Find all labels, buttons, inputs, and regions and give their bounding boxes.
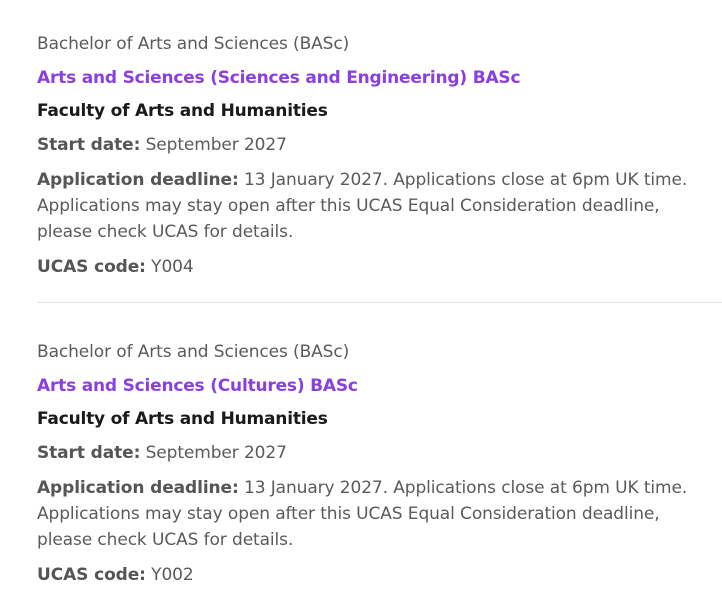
ucas-code (37, 562, 697, 588)
ucas-code (37, 254, 697, 280)
application-deadline-label: Application deadline: (37, 478, 239, 498)
application-deadline (37, 475, 697, 553)
result-divider (37, 302, 722, 303)
ucas-code-label: UCAS code: (37, 257, 146, 277)
ucas-code-value: Y004 (151, 257, 194, 277)
degree-type: Bachelor of Arts and Sciences (BASc) (37, 342, 350, 362)
start-date-label: Start date: (37, 443, 141, 463)
start-date (37, 132, 697, 158)
course-title-link[interactable]: Arts and Sciences (Cultures) BASc (37, 376, 358, 396)
application-deadline-label: Application deadline: (37, 170, 239, 190)
application-deadline-value: 13 January 2027. Applications close at 6pm UK time. Applications may stay open after this UCAS Equal Consideration deadline, please check UCAS for details. (37, 478, 688, 550)
faculty-name: Faculty of Arts and Humanities (37, 409, 328, 429)
course-result-item (37, 32, 722, 280)
start-date-value: September 2027 (145, 135, 287, 155)
degree-type: Bachelor of Arts and Sciences (BASc) (37, 34, 350, 54)
application-deadline (37, 167, 697, 245)
application-deadline-value: 13 January 2027. Applications close at 6pm UK time. Applications may stay open after this UCAS Equal Consideration deadline, please check UCAS for details. (37, 170, 688, 242)
course-result-item (37, 340, 722, 588)
ucas-code-value: Y002 (151, 565, 194, 585)
start-date-value: September 2027 (145, 443, 287, 463)
ucas-code-label: UCAS code: (37, 565, 146, 585)
start-date (37, 440, 697, 466)
faculty-name: Faculty of Arts and Humanities (37, 101, 328, 121)
course-title-link[interactable]: Arts and Sciences (Sciences and Engineering) BASc (37, 68, 521, 88)
start-date-label: Start date: (37, 135, 141, 155)
